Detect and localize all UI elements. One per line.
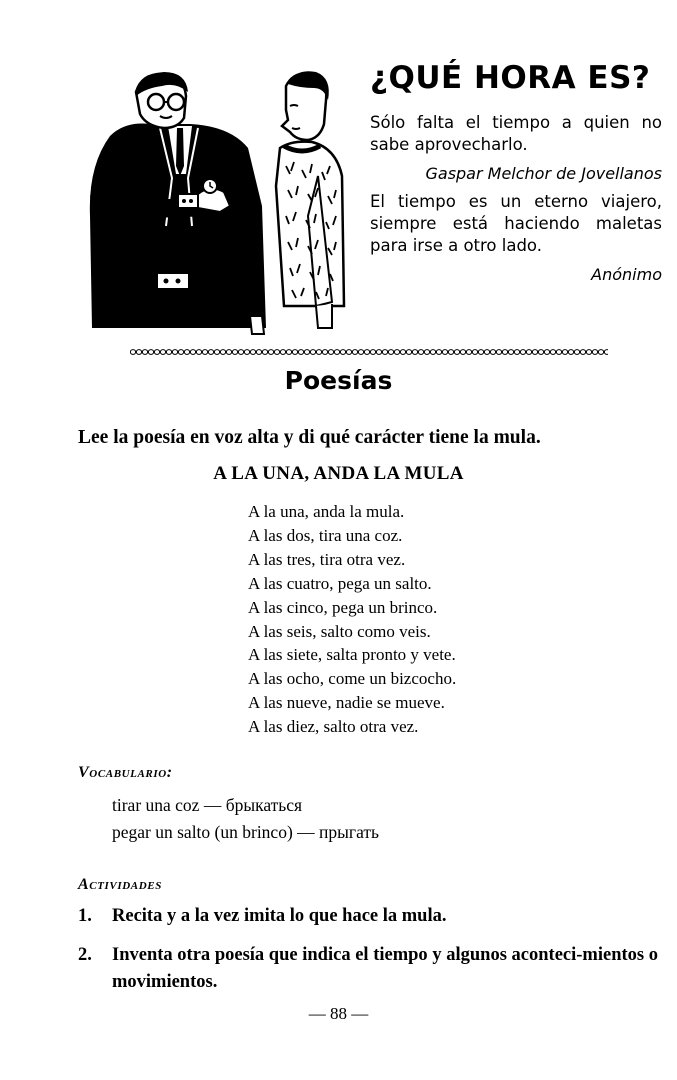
page-title: ¿QUÉ HORA ES? <box>370 60 651 96</box>
poem-line: A las seis, salto como veis. <box>248 621 431 641</box>
ornamental-divider <box>130 347 608 356</box>
poem-lines <box>248 500 456 739</box>
poem-line: A las cinco, pega un brinco. <box>248 597 438 617</box>
poem-line: A las nueve, nadie se mueve. <box>248 693 445 713</box>
vocabulary-item: tirar una coz — брыкаться <box>112 795 303 815</box>
vocabulary-heading: Vocabulario: <box>78 764 173 781</box>
header-text-block <box>370 60 662 292</box>
vocabulary-item: pegar un salto (un brinco) — прыгать <box>112 822 380 842</box>
page-number: — 88 — <box>308 1004 369 1023</box>
activity-number: 2. <box>78 945 92 965</box>
activities-heading: Actividades <box>78 876 162 893</box>
poem-title: A LA UNA, ANDA LA MULA <box>213 463 464 484</box>
activity-text: Inventa otra poesía que indica el tiempo y algunos aconteci-mientos o movimientos. <box>112 945 658 992</box>
quote-text: Sólo falta el tiempo a quien no sabe aprovecharlo. <box>370 113 662 154</box>
instruction-text: Lee la poesía en voz alta y di qué carácter tiene la mula. <box>78 427 541 448</box>
quote-author: Anónimo <box>591 265 662 284</box>
poem-line: A las tres, tira otra vez. <box>248 549 406 569</box>
poem-line: A la una, anda la mula. <box>248 502 405 521</box>
activities-list <box>78 903 658 1008</box>
vocabulary-list <box>112 792 379 846</box>
activity-text: Recita y a la vez imita lo que hace la mula. <box>112 906 447 926</box>
two-men-checking-watch-illustration <box>80 66 350 338</box>
quote-author: Gaspar Melchor de Jovellanos <box>425 164 662 183</box>
activity-item <box>78 942 658 996</box>
poem-line: A las cuatro, pega un salto. <box>248 573 432 593</box>
poem-line: A las siete, salta pronto y vete. <box>248 645 456 665</box>
activity-number: 1. <box>78 906 92 926</box>
section-title: Poesías <box>284 366 393 395</box>
poem-line: A las diez, salto otra vez. <box>248 717 419 737</box>
quote-text: El tiempo es un eterno viajero, siempre está haciendo maletas para irse a otro lado. <box>370 192 662 255</box>
poem-line: A las ocho, come un bizcocho. <box>248 669 457 689</box>
activity-item <box>78 903 658 930</box>
poem-line: A las dos, tira una coz. <box>248 525 403 545</box>
